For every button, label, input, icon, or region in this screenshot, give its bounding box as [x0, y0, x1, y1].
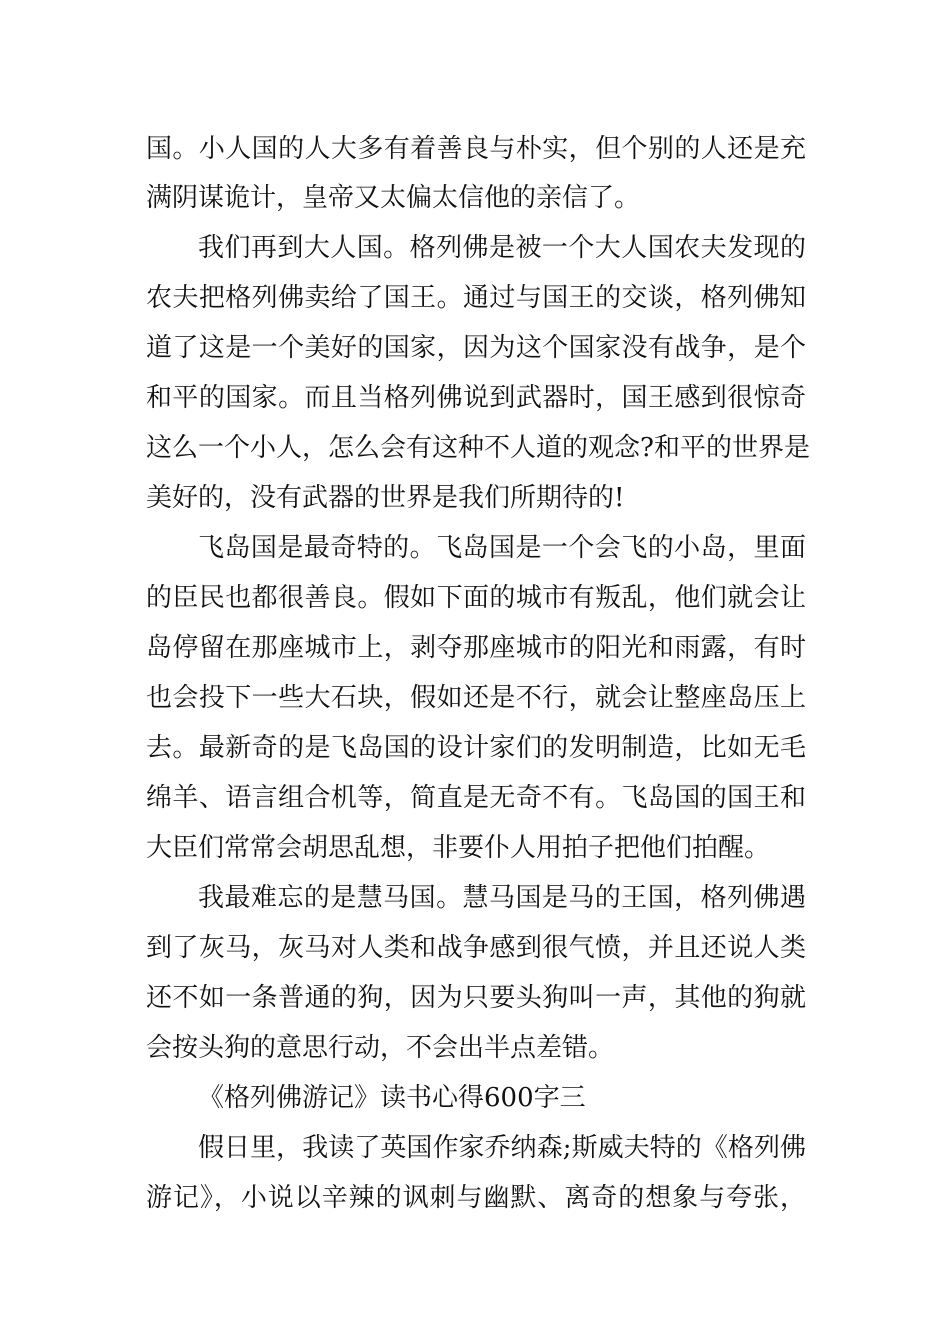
section-heading: 《格列佛游记》读书心得600字三: [198, 1083, 586, 1113]
paragraph-first-line: 我最难忘的是慧马国。慧马国是马的王国，格列佛遇: [198, 883, 806, 913]
text-line: 岛停留在那座城市上，剥夺那座城市的阳光和雨露，有时: [146, 633, 806, 663]
paragraph-first-line: 假日里，我读了英国作家乔纳森;斯威夫特的《格列佛: [198, 1133, 806, 1163]
text-line: 农夫把格列佛卖给了国王。通过与国王的交谈，格列佛知: [146, 283, 806, 313]
text-line: 会按头狗的意思行动，不会出半点差错。: [146, 1033, 615, 1063]
paragraph-first-line: 飞岛国是最奇特的。飞岛国是一个会飞的小岛，里面: [198, 533, 806, 563]
text-line: 也会投下一些大石块，假如还是不行，就会让整座岛压上: [146, 683, 806, 713]
text-line: 到了灰马，灰马对人类和战争感到很气愤，并且还说人类: [146, 933, 806, 963]
text-line: 国。小人国的人大多有着善良与朴实，但个别的人还是充: [146, 134, 806, 164]
text-line: 大臣们常常会胡思乱想，非要仆人用拍子把他们拍醒。: [146, 833, 771, 863]
text-line: 道了这是一个美好的国家，因为这个国家没有战争，是个: [146, 333, 806, 363]
text-line: 游记》，小说以辛辣的讽刺与幽默、离奇的想象与夸张，: [146, 1183, 806, 1213]
text-line: 的臣民也都很善良。假如下面的城市有叛乱，他们就会让: [146, 583, 806, 613]
text-line: 和平的国家。而且当格列佛说到武器时，国王感到很惊奇: [146, 383, 806, 413]
text-line: 满阴谋诡计，皇帝又太偏太信他的亲信了。: [146, 183, 641, 213]
text-line: 美好的，没有武器的世界是我们所期待的!: [146, 483, 625, 513]
text-line: 绵羊、语言组合机等，简直是无奇不有。飞岛国的国王和: [146, 783, 806, 813]
text-line: 还不如一条普通的狗，因为只要头狗叫一声，其他的狗就: [146, 983, 806, 1013]
text-line: 去。最新奇的是飞岛国的设计家们的发明制造，比如无毛: [146, 733, 806, 763]
paragraph-first-line: 我们再到大人国。格列佛是被一个大人国农夫发现的: [198, 233, 806, 263]
text-line: 这么一个小人，怎么会有这种不人道的观念?和平的世界是: [146, 433, 810, 463]
